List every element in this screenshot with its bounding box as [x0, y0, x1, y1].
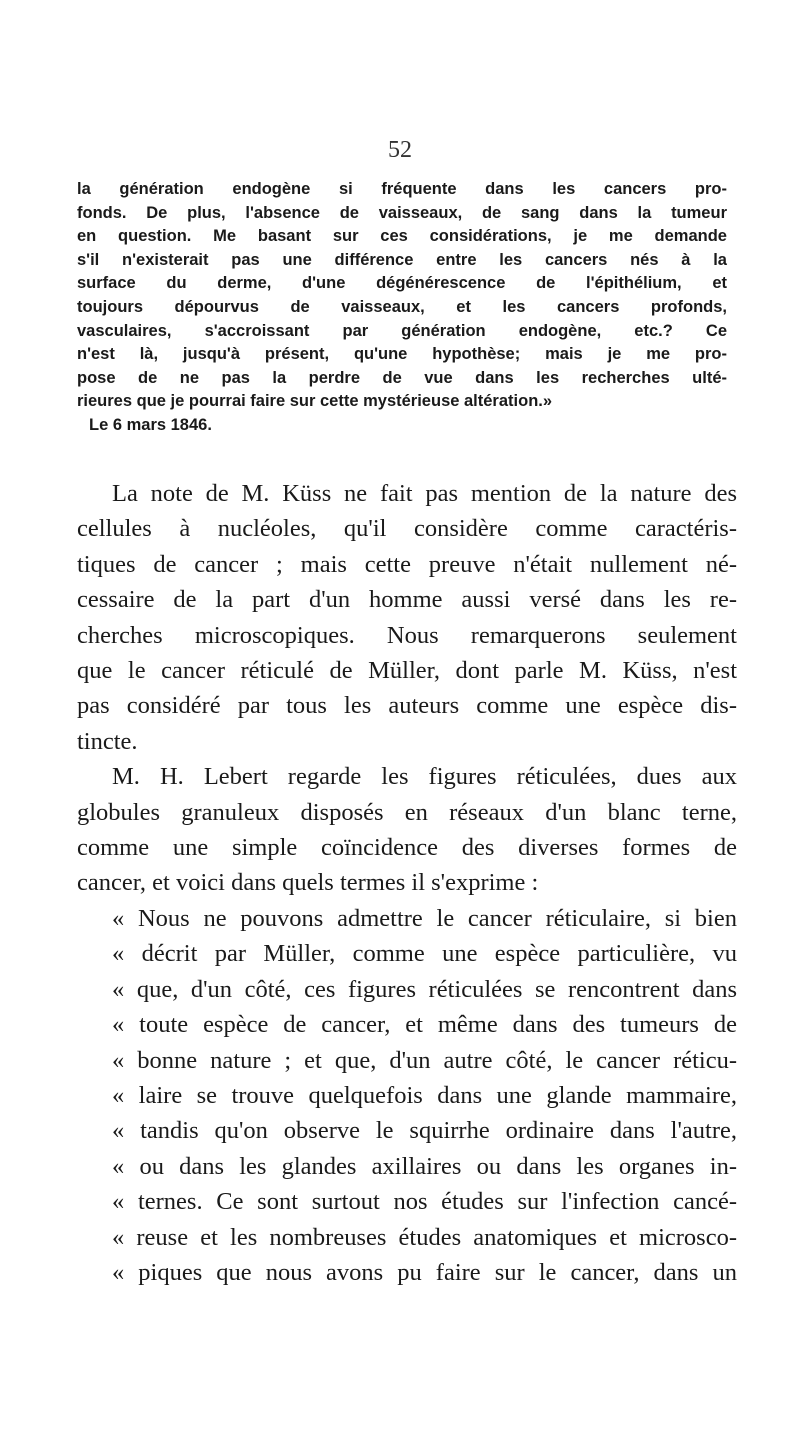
text-line: surface du derme, d'une dégénérescence de l'épithélium, et — [77, 274, 727, 293]
text-line: s'il n'existerait pas une différence entre les cancers nés à la — [77, 250, 727, 269]
quotation-line: « Nous ne pouvons admettre le cancer réticulaire, si bien — [112, 904, 737, 932]
quotation-line: « reuse et les nombreuses études anatomiques et microsco- — [112, 1223, 737, 1251]
quotation-line: « décrit par Müller, comme une espèce particulière, vu — [112, 940, 737, 968]
text-line: comme une simple coïncidence des diverses formes de — [77, 834, 737, 862]
quotation-line: « toute espèce de cancer, et même dans des tumeurs de — [112, 1011, 737, 1039]
quotation-line: « ou dans les glandes axillaires ou dans les organes in- — [112, 1152, 737, 1180]
quoted-note-block — [77, 178, 727, 438]
quotation-line: « tandis qu'on observe le squirrhe ordinaire dans l'autre, — [112, 1117, 737, 1145]
text-line: pas considéré par tous les auteurs comme une espèce dis- — [77, 692, 737, 720]
text-line: toujours dépourvus de vaisseaux, et les cancers profonds, — [77, 297, 727, 316]
quotation-line: « piques que nous avons pu faire sur le cancer, dans un — [112, 1258, 737, 1286]
text-line: vasculaires, s'accroissant par génération endogène, etc.? Ce — [77, 321, 727, 340]
body-text — [77, 476, 737, 1290]
text-line: cherches microscopiques. Nous remarquerons seulement — [77, 621, 737, 649]
text-line: cellules à nucléoles, qu'il considère comme caractéris- — [77, 515, 737, 543]
text-line: globules granuleux disposés en réseaux d'un blanc terne, — [77, 798, 737, 826]
text-line: tiques de cancer ; mais cette preuve n'était nullement né- — [77, 550, 737, 578]
text-line: n'est là, jusqu'à présent, qu'une hypothèse; mais je me pro- — [77, 345, 727, 364]
text-line: que le cancer réticulé de Müller, dont parle M. Küss, n'est — [77, 657, 737, 685]
text-line: en question. Me basant sur ces considérations, je me demande — [77, 227, 727, 246]
text-line: pose de ne pas la perdre de vue dans les recherches ulté- — [77, 368, 727, 387]
text-line: la génération endogène si fréquente dans les cancers pro- — [77, 180, 727, 198]
text-line: tincte. — [77, 727, 138, 755]
quotation-line: « laire se trouve quelquefois dans une glande mammaire, — [112, 1081, 737, 1109]
note-date: Le 6 mars 1846. — [89, 415, 212, 434]
quotation-line: « que, d'un côté, ces figures réticulées se rencontrent dans — [112, 975, 737, 1003]
text-line: La note de M. Küss ne fait pas mention de la nature des — [112, 480, 737, 507]
text-line: fonds. De plus, l'absence de vaisseaux, de sang dans la tumeur — [77, 203, 727, 222]
text-line: cessaire de la part d'un homme aussi versé dans les re- — [77, 586, 737, 614]
text-line: rieures que je pourrai faire sur cette mystérieuse altération.» — [77, 392, 553, 411]
quotation-line: « ternes. Ce sont surtout nos études sur l'infection cancé- — [112, 1188, 737, 1216]
quotation-line: « bonne nature ; et que, d'un autre côté, le cancer réticu- — [112, 1046, 737, 1074]
text-line: cancer, et voici dans quels termes il s'exprime : — [77, 869, 539, 897]
page-number: 52 — [388, 137, 412, 163]
text-line: M. H. Lebert regarde les figures réticulées, dues aux — [112, 763, 737, 791]
